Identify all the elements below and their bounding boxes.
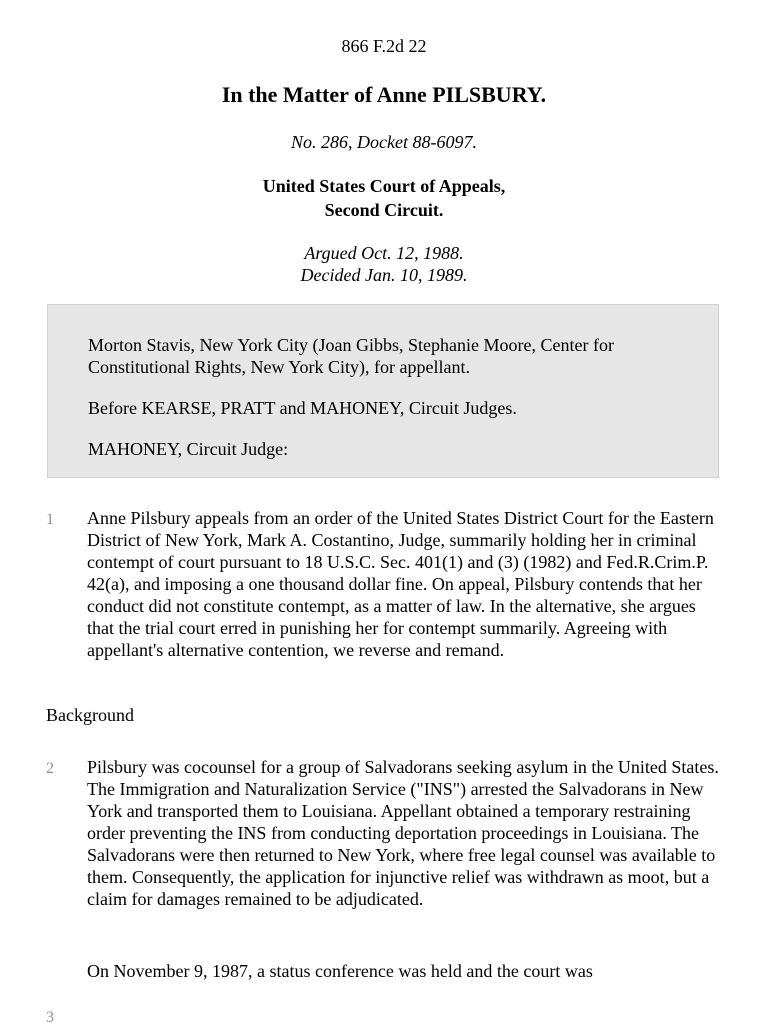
- paragraph-number-3: 3: [46, 1009, 54, 1026]
- case-title: In the Matter of Anne PILSBURY.: [221, 82, 547, 107]
- case-summary-box: [47, 304, 719, 478]
- decided-date: Decided Jan. 10, 1989.: [300, 265, 468, 285]
- case-citation: 866 F.2d 22: [341, 36, 427, 56]
- panel-text: Before KEARSE, PRATT and MAHONEY, Circuit Judges.: [88, 398, 517, 418]
- case-dates: [0, 242, 768, 286]
- court-name-line-1: United States Court of Appeals,: [262, 176, 506, 196]
- section-heading-background: Background: [46, 705, 134, 725]
- paragraph-number-1: 1: [46, 511, 54, 528]
- docket-number: No. 286, Docket 88-6097.: [291, 132, 477, 152]
- paragraph-2: Pilsbury was cocounsel for a group of Salvadorans seeking asylum in the United States. The Immigration and Naturalization Service ("INS") arrested the Salvadorans in New York and transported them to Louisiana. Appellant obtained a temporary restraining order preventing the INS from conducting deportation proceedings in Louisiana. The Salvadorans were then returned to New York, where free legal counsel was available to them. Consequently, the application for injunctive relief was withdrawn as moot, but a claim for damages remained to be adjudicated.: [87, 757, 719, 909]
- opinion-author: MAHONEY, Circuit Judge:: [88, 439, 289, 459]
- paragraph-number-2: 2: [46, 760, 54, 777]
- argued-date: Argued Oct. 12, 1988.: [304, 243, 464, 263]
- counsel-text: Morton Stavis, New York City (Joan Gibbs, Stephanie Moore, Center for Constitutional Rights, New York City), for appellant.: [88, 335, 614, 377]
- paragraph-1: Anne Pilsbury appeals from an order of the United States District Court for the Eastern District of New York, Mark A. Costantino, Judge, summarily holding her in criminal contempt of court pursuant to 18 U.S.C. Sec. 401(1) and (3) (1982) and Fed.R.Crim.P. 42(a), and imposing a one thousand dollar fine. On appeal, Pilsbury contends that her conduct did not constitute contempt, as a matter of law. In the alternative, she argues that the trial court erred in punishing her for contempt summarily. Agreeing with appellant's alternative contention, we reverse and remand.: [87, 508, 714, 660]
- court-name: [0, 174, 768, 222]
- paragraph-3: On November 9, 1987, a status conference was held and the court was: [87, 961, 593, 981]
- court-name-line-2: Second Circuit.: [324, 200, 444, 220]
